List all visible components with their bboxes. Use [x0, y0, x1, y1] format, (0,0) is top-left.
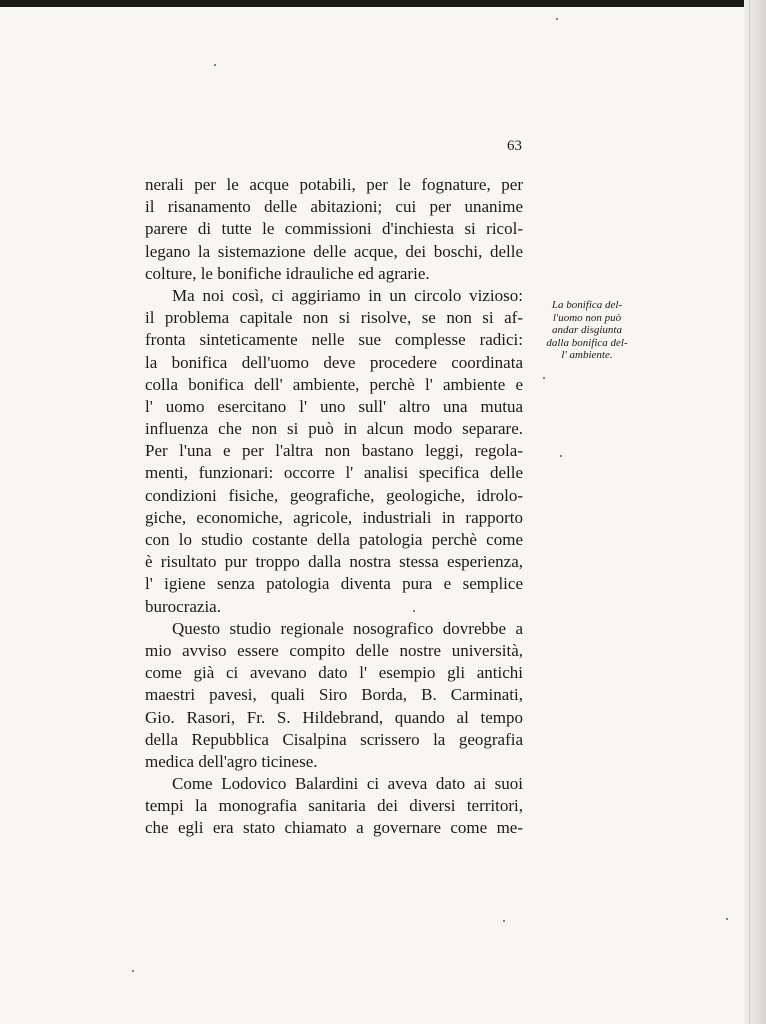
text-line: influenza che non si può in alcun modo separare.	[145, 419, 523, 439]
text-line: il problema capitale non si risolve, se non si af-	[145, 308, 523, 328]
page-number: 63	[507, 138, 522, 154]
scan-speck	[543, 377, 545, 379]
text-line: Ma noi così, ci aggiriamo in un circolo vizioso:	[172, 285, 523, 305]
page-gutter-line	[749, 0, 750, 1024]
text-line: condizioni fisiche, geografiche, geologiche, idrolo-	[145, 485, 523, 505]
scan-speck	[214, 64, 216, 66]
text-line: menti, funzionari: occorre l' analisi specifica delle	[145, 463, 523, 483]
scan-speck	[132, 970, 134, 972]
text-line: la bonifica dell'uomo deve procedere coordinata	[145, 352, 523, 372]
page-top-edge	[0, 0, 766, 7]
text-line: Questo studio regionale nosografico dovrebbe a	[172, 618, 523, 638]
text-line: parere di tutte le commissioni d'inchiesta si ricol-	[145, 219, 523, 239]
text-line: tempi la monografia sanitaria dei diversi territori,	[145, 796, 523, 816]
text-line: burocrazia.	[145, 596, 221, 616]
scan-speck	[503, 920, 505, 922]
text-line: mio avviso essere compito delle nostre università,	[145, 640, 523, 660]
text-line: come già ci avevano dato l' esempio gli antichi	[145, 663, 523, 683]
scan-speck	[726, 918, 728, 920]
text-line: della Repubblica Cisalpina scrissero la geografia	[145, 729, 523, 749]
text-line: il risanamento delle abitazioni; cui per unanime	[145, 197, 523, 217]
text-line: colture, le bonifiche idrauliche ed agrarie.	[145, 263, 430, 283]
text-line: maestri pavesi, quali Siro Borda, B. Carminati,	[145, 685, 523, 705]
scan-speck	[413, 610, 415, 612]
text-line: l' igiene senza patologia diventa pura e semplice	[145, 574, 523, 594]
text-line: Per l'una e per l'altra non bastano leggi, regola-	[145, 441, 523, 461]
body-text	[145, 174, 523, 840]
margin-note	[546, 299, 628, 362]
text-line: nerali per le acque potabili, per le fognature, per	[145, 175, 523, 194]
margin-note-line: l' ambiente.	[561, 349, 613, 361]
text-line: che egli era stato chiamato a governare come me-	[145, 818, 523, 838]
margin-note-line: dalla bonifica del-	[546, 336, 628, 349]
page-right-edge	[744, 0, 766, 1024]
margin-note-line: La bonifica del-	[551, 299, 623, 311]
text-line: Gio. Rasori, Fr. S. Hildebrand, quando al tempo	[145, 707, 523, 727]
scan-speck	[556, 18, 558, 20]
text-line: Come Lodovico Balardini ci aveva dato ai suoi	[172, 774, 523, 794]
text-line: con lo studio costante della patologia perchè come	[145, 530, 523, 549]
text-line: legano la sistemazione delle acque, dei boschi, delle	[145, 241, 523, 261]
margin-note-line: andar disgiunta	[552, 324, 622, 336]
text-line: giche, economiche, agricole, industriali in rapporto	[145, 507, 523, 527]
scan-speck	[560, 455, 562, 457]
text-line: l' uomo esercitano l' uno sull' altro una mutua	[145, 396, 523, 416]
text-line: colla bonifica dell' ambiente, perchè l' ambiente e	[145, 374, 523, 394]
text-line: è risultato pur troppo dalla nostra stessa esperienza,	[145, 552, 523, 572]
text-line: medica dell'agro ticinese.	[145, 751, 318, 771]
text-line: fronta sinteticamente nelle sue complesse radici:	[145, 330, 523, 350]
margin-note-line: l'uomo non può	[552, 311, 622, 324]
